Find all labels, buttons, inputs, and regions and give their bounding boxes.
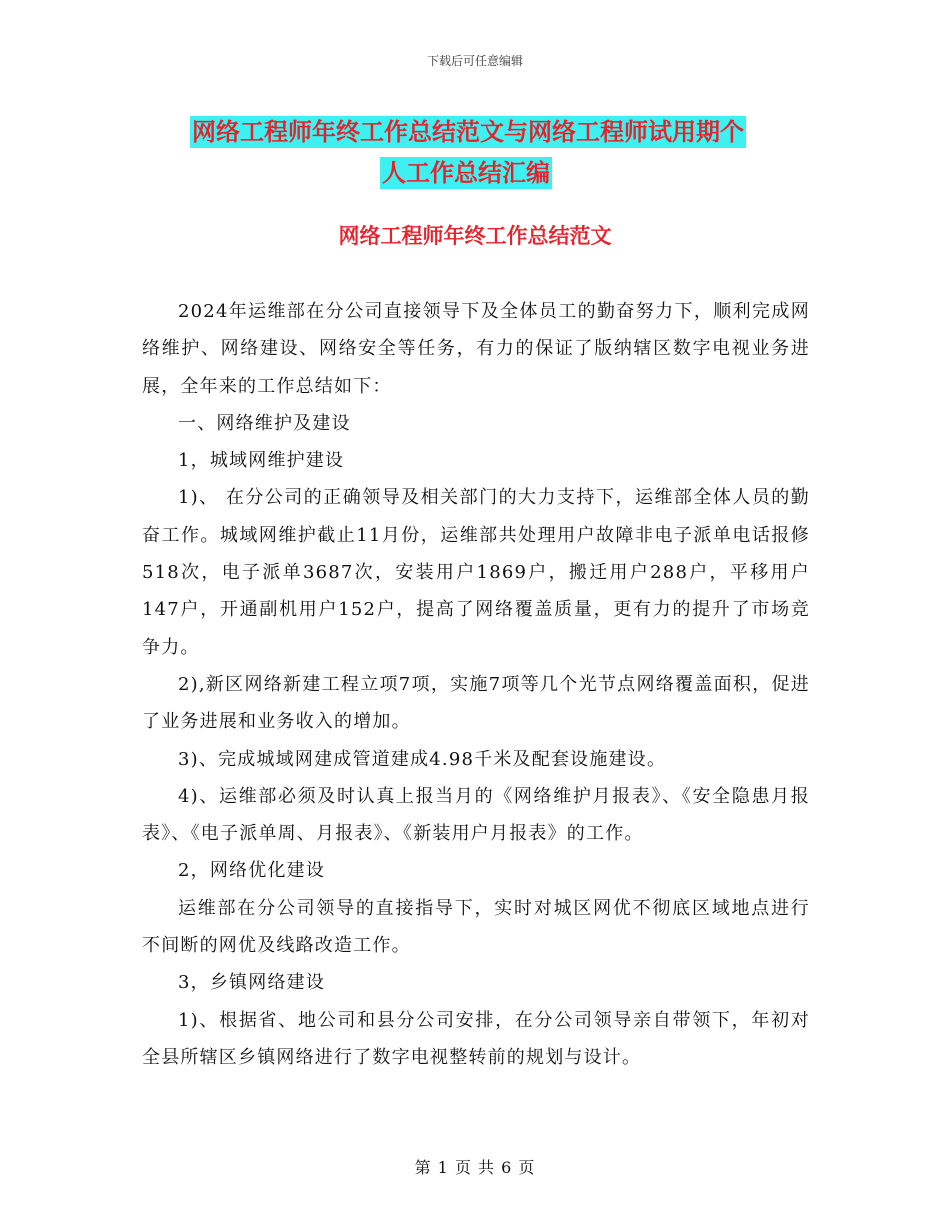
paragraph: 运维部在分公司领导的直接指导下，实时对城区网优不彻底区域地点进行不间断的网优及线路改造工作。 bbox=[142, 897, 810, 957]
paragraph: 2),新区网络新建工程立项7项，实施7项等几个光节点网络覆盖面积，促进了业务进展和业务收入的增加。 bbox=[142, 673, 810, 733]
paragraph: 3)、完成城域网建成管道建成4.98千米及配套设施建设。 bbox=[178, 748, 667, 770]
page-header-note: 下载后可任意编辑 bbox=[426, 54, 523, 68]
document-title-line-1: 网络工程师年终工作总结范文与网络工程师试用期个 bbox=[192, 118, 744, 146]
page-number-footer: 第 1 页 共 6 页 bbox=[414, 1158, 536, 1177]
document-body bbox=[142, 293, 810, 1076]
subheading-township-network: 3，乡镇网络建设 bbox=[178, 972, 326, 994]
document-title bbox=[190, 112, 810, 194]
subheading-network-optimization: 2，网络优化建设 bbox=[178, 860, 326, 882]
paragraph: 2024年运维部在分公司直接领导下及全体员工的勤奋努力下，顺利完成网络维护、网络建设、网络安全等任务，有力的保证了版纳辖区数字电视业务进展，全年来的工作总结如下： bbox=[142, 301, 810, 397]
paragraph: 1)、 在分公司的正确领导及相关部门的大力支持下，运维部全体人员的勤奋工作。城域网维护截止11月份，运维部共处理用户故障非电子派单电话报修518次，电子派单3687次，安装用户1869户，搬迁用户288户，平移用户147户，开通副机用户152户，提高了网络覆盖质量，更有力的提升了市场竞争力。 bbox=[142, 487, 810, 658]
paragraph: 4)、运维部必须及时认真上报当月的《网络维护月报表》、《安全隐患月报表》、《电子派单周、月报表》、《新装用户月报表》的工作。 bbox=[142, 785, 810, 845]
subheading-metro-network: 1，城域网维护建设 bbox=[178, 450, 345, 472]
paragraph: 1)、根据省、地公司和县分公司安排，在分公司领导亲自带领下，年初对全县所辖区乡镇网络进行了数字电视整转前的规划与设计。 bbox=[142, 1009, 810, 1068]
section-title: 网络工程师年终工作总结范文 bbox=[338, 224, 612, 248]
heading-network-maintenance: 一、网络维护及建设 bbox=[178, 412, 351, 434]
document-title-line-2: 人工作总结汇编 bbox=[382, 159, 550, 187]
